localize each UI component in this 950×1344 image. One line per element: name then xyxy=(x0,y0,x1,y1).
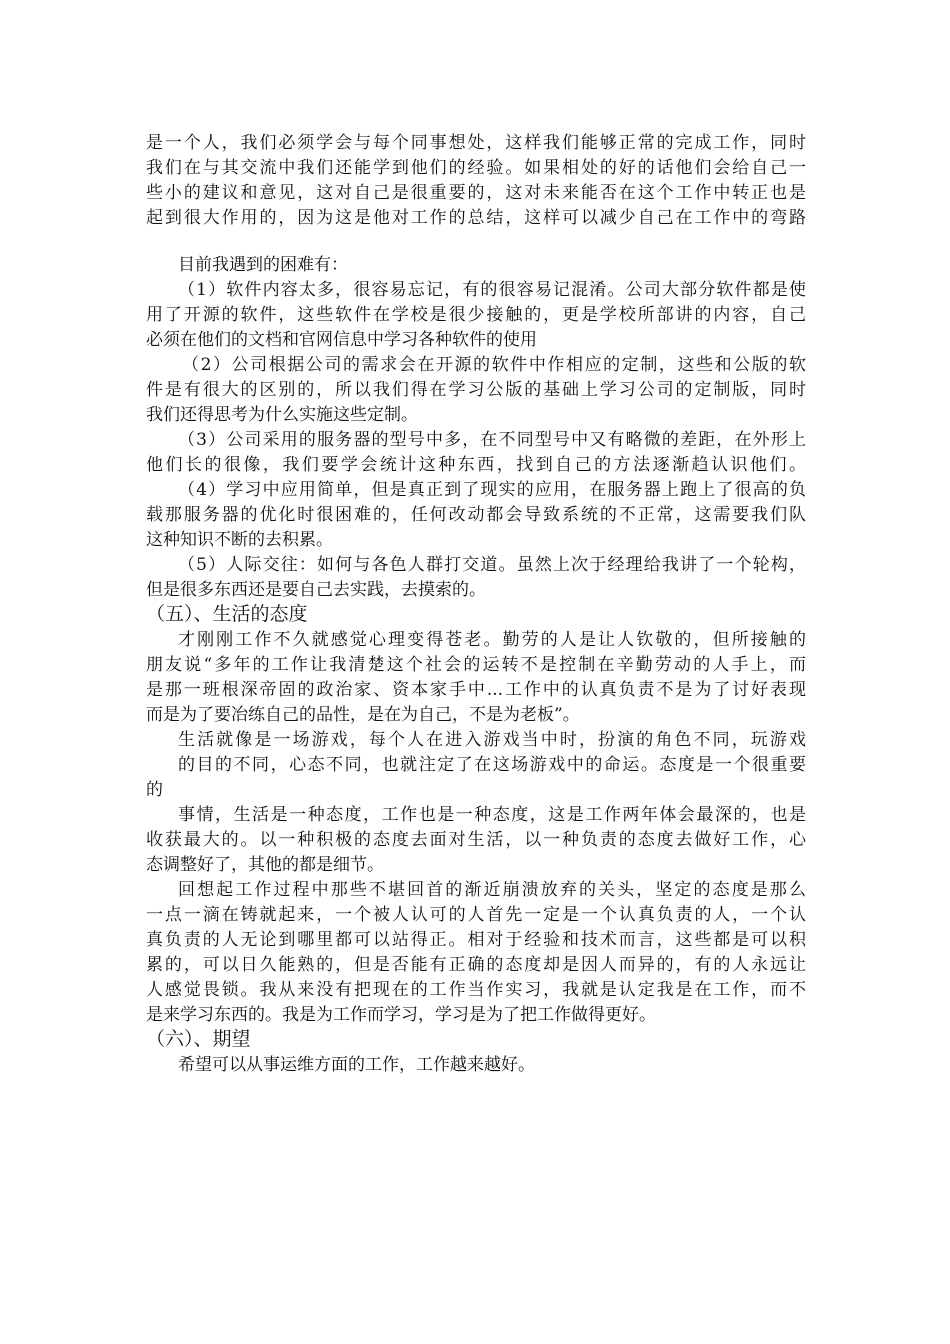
paragraph-line: 累的，可以日久能熟的，但是否能有正确的态度却是因人而异的，有的人永远让 xyxy=(146,955,806,975)
section-heading-expectation: （六）、期望 xyxy=(146,1028,251,1050)
paragraph-line: 的 xyxy=(146,780,163,800)
paragraph-line: 是一个人，我们必须学会与每个同事想处，这样我们能够正常的完成工作，同时 xyxy=(146,133,806,153)
difficulty-item-line: 件是有很大的区别的，所以我们得在学习公版的基础上学习公司的定制版，同时 xyxy=(146,380,806,400)
paragraph-line: 事情，生活是一种态度，工作也是一种态度，这是工作两年体会最深的，也是 xyxy=(178,805,806,825)
paragraph-line: 真负责的人无论到哪里都可以站得正。相对于经验和技术而言，这些都是可以积 xyxy=(146,930,806,950)
paragraph-line: 态调整好了，其他的都是细节。 xyxy=(146,855,384,875)
difficulty-item-line: （4）学习中应用简单，但是真正到了现实的应用，在服务器上跑上了很高的负 xyxy=(178,480,806,500)
paragraph-line: 的目的不同，心态不同，也就注定了在这场游戏中的命运。态度是一个很重要 xyxy=(178,755,806,775)
difficulties-intro: 目前我遇到的困难有： xyxy=(178,255,348,275)
section-heading-attitude: （五）、生活的态度 xyxy=(146,603,308,625)
paragraph-line: 生活就像是一场游戏，每个人在进入游戏当中时，扮演的角色不同，玩游戏 xyxy=(178,730,806,750)
difficulty-item-line: 载那服务器的优化时很困难的，任何改动都会导致系统的不正常，这需要我们队 xyxy=(146,505,806,525)
paragraph-line: 一点一滴在铸就起来，一个被人认可的人首先一定是一个认真负责的人，一个认 xyxy=(146,905,806,925)
paragraph-line: 是那一班根深帝固的政治家、资本家手中...工作中的认真负责不是为了讨好表现 xyxy=(146,680,806,700)
paragraph-line: 我们在与其交流中我们还能学到他们的经验。如果相处的好的话他们会给自己一 xyxy=(146,158,806,178)
difficulty-item-line: 这种知识不断的去积累。 xyxy=(146,530,333,550)
difficulty-item-line: （2）公司根据公司的需求会在开源的软件中作相应的定制，这些和公版的软 xyxy=(182,355,806,375)
difficulty-item-line: 必须在他们的文档和官网信息中学习各种软件的使用 xyxy=(146,330,537,350)
paragraph-line: 是来学习东西的。我是为工作而学习，学习是为了把工作做得更好。 xyxy=(146,1005,656,1025)
paragraph-line: 收获最大的。以一种积极的态度去面对生活，以一种负责的态度去做好工作，心 xyxy=(146,830,806,850)
difficulty-item-line: 但是很多东西还是要自己去实践，去摸索的。 xyxy=(146,580,486,600)
expectation-text: 希望可以从事运维方面的工作，工作越来越好。 xyxy=(178,1055,535,1075)
difficulty-item-line: 用了开源的软件，这些软件在学校是很少接触的，更是学校所部讲的内容，自己 xyxy=(146,305,806,325)
paragraph-line: 才刚刚工作不久就感觉心理变得苍老。勤劳的人是让人钦敬的，但所接触的 xyxy=(178,630,806,650)
difficulty-item-line: （1）软件内容太多，很容易忘记，有的很容易记混淆。公司大部分软件都是使 xyxy=(178,280,806,300)
paragraph-line: 起到很大作用的，因为这是他对工作的总结，这样可以减少自己在工作中的弯路 xyxy=(146,208,806,228)
paragraph-line: 朋友说“多年的工作让我清楚这个社会的运转不是控制在辛勤劳动的人手上，而 xyxy=(146,655,806,675)
difficulty-item-line: （5）人际交往：如何与各色人群打交道。虽然上次于经理给我讲了一个轮构， xyxy=(178,555,806,575)
paragraph-line: 回想起工作过程中那些不堪回首的渐近崩溃放弃的关头，坚定的态度是那么 xyxy=(178,880,806,900)
difficulty-item-line: （3）公司采用的服务器的型号中多，在不同型号中又有略微的差距，在外形上 xyxy=(178,430,806,450)
paragraph-line: 而是为了要冶练自己的品性，是在为自己，不是为老板”。 xyxy=(146,705,580,725)
paragraph-line: 些小的建议和意见，这对自己是很重要的，这对未来能否在这个工作中转正也是 xyxy=(146,183,806,203)
difficulty-item-line: 我们还得思考为什么实施这些定制。 xyxy=(146,405,418,425)
difficulty-item-line: 他们长的很像，我们要学会统计这种东西，找到自己的方法逐渐趋认识他们。 xyxy=(146,455,806,475)
paragraph-line: 人感觉畏锁。我从来没有把现在的工作当作实习，我就是认定我是在工作，而不 xyxy=(146,980,806,1000)
